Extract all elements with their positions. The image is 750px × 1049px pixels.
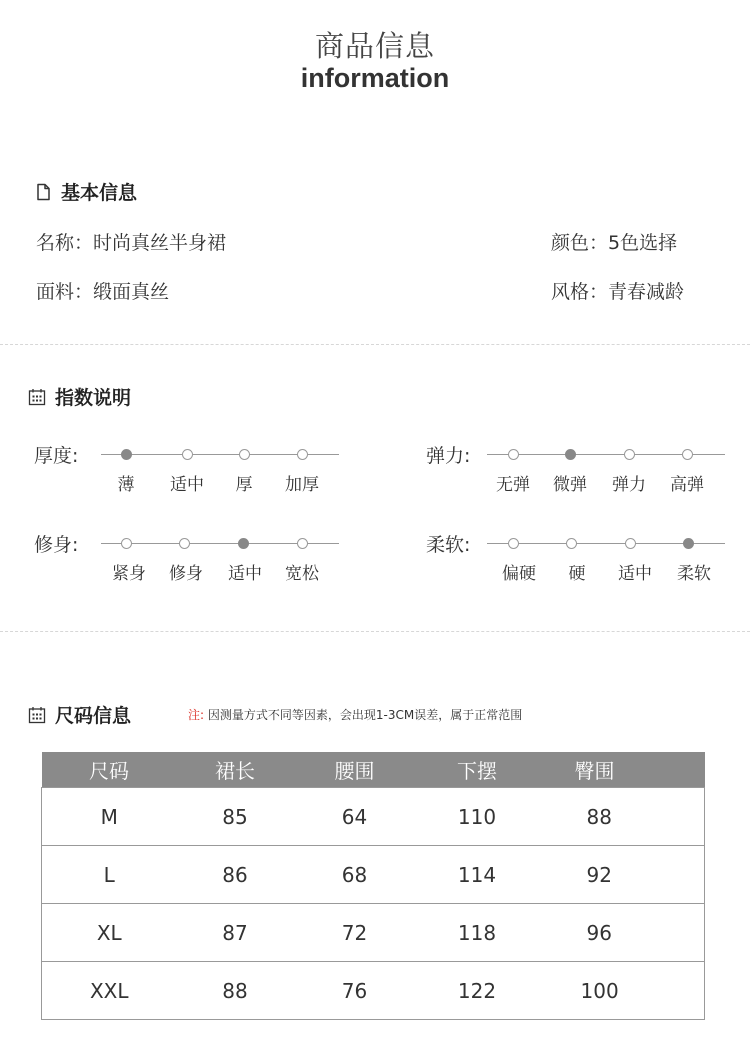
table-cell: 85	[177, 788, 294, 846]
table-row	[42, 962, 705, 1020]
table-cell: XL	[42, 904, 177, 962]
scale-option: 加厚	[285, 475, 319, 495]
scale-dot	[624, 449, 635, 460]
basic-info-title: 基本信息	[61, 182, 138, 204]
calendar-icon	[28, 388, 46, 406]
scale-elasticity	[487, 454, 725, 495]
scale-option: 薄	[117, 475, 135, 495]
col-header: 尺码	[42, 752, 177, 788]
scale-dot	[683, 538, 694, 549]
table-cell: 64	[294, 788, 416, 846]
index-heading	[28, 383, 131, 410]
table-cell: 76	[294, 962, 416, 1020]
product-color: 颜色：5色选择	[551, 232, 678, 254]
page-title-en: information	[300, 63, 450, 93]
scale-dot	[566, 538, 577, 549]
document-icon	[34, 183, 52, 201]
scale-dot	[682, 449, 693, 460]
scale-option: 偏硬	[502, 564, 536, 584]
scale-option: 微弹	[553, 475, 587, 495]
col-header: 腰围	[294, 752, 416, 788]
size-note	[188, 706, 522, 723]
table-row	[42, 904, 705, 962]
table-cell: 86	[177, 846, 294, 904]
scale-option: 修身	[169, 564, 203, 584]
calendar-icon	[28, 706, 46, 724]
scale-label-elasticity: 弹力:	[426, 445, 471, 467]
scale-dot	[238, 538, 249, 549]
scale-option: 宽松	[285, 564, 319, 584]
scale-dot	[508, 449, 519, 460]
size-title: 尺码信息	[55, 705, 132, 727]
product-name: 名称：时尚真丝半身裙	[36, 232, 227, 254]
table-cell: 100	[539, 962, 705, 1020]
scale-dot	[508, 538, 519, 549]
table-cell: 87	[177, 904, 294, 962]
divider	[0, 631, 750, 632]
size-table	[41, 752, 705, 1020]
scale-dot	[297, 538, 308, 549]
table-cell: 68	[294, 846, 416, 904]
scale-softness	[487, 543, 725, 584]
col-header: 下摆	[416, 752, 539, 788]
product-style: 风格：青春减龄	[551, 281, 685, 303]
table-row	[42, 846, 705, 904]
divider	[0, 344, 750, 345]
table-cell: 88	[177, 962, 294, 1020]
scale-dot	[297, 449, 308, 460]
basic-info-heading	[34, 178, 137, 205]
scale-option: 柔软	[677, 564, 711, 584]
scale-option: 适中	[170, 475, 204, 495]
col-header: 裙长	[177, 752, 294, 788]
scale-option: 弹力	[612, 475, 646, 495]
scale-option: 高弹	[670, 475, 704, 495]
scale-dot	[625, 538, 636, 549]
table-cell: 72	[294, 904, 416, 962]
scale-dot	[239, 449, 250, 460]
scale-label-softness: 柔软:	[426, 534, 471, 556]
scale-label-fit: 修身:	[34, 534, 79, 556]
note-text: 因测量方式不同等因素，会出现1-3CM误差，属于正常范围	[207, 708, 523, 722]
table-row	[42, 788, 705, 846]
scale-dot	[121, 538, 132, 549]
scale-option: 紧身	[112, 564, 146, 584]
scale-fit	[101, 543, 339, 584]
scale-option: 适中	[228, 564, 262, 584]
table-cell: L	[42, 846, 177, 904]
table-header-row	[42, 752, 705, 788]
scale-option: 适中	[618, 564, 652, 584]
table-cell: 110	[416, 788, 539, 846]
scale-option: 无弹	[496, 475, 530, 495]
table-cell: 114	[416, 846, 539, 904]
index-title: 指数说明	[55, 387, 132, 409]
table-cell: XXL	[42, 962, 177, 1020]
table-cell: 92	[539, 846, 705, 904]
table-cell: 88	[539, 788, 705, 846]
product-fabric: 面料：缎面真丝	[36, 281, 170, 303]
scale-option: 硬	[568, 564, 586, 584]
table-cell: M	[42, 788, 177, 846]
col-header: 臀围	[539, 752, 705, 788]
scale-dot	[182, 449, 193, 460]
table-cell: 122	[416, 962, 539, 1020]
table-cell: 118	[416, 904, 539, 962]
scale-option: 厚	[235, 475, 253, 495]
scale-thickness	[101, 454, 339, 495]
scale-label-thickness: 厚度:	[34, 445, 79, 467]
scale-dot	[179, 538, 190, 549]
scale-dot	[121, 449, 132, 460]
scale-dot	[565, 449, 576, 460]
page-title-cn: 商品信息	[314, 29, 435, 63]
note-prefix: 注:	[188, 708, 205, 722]
size-heading	[28, 701, 131, 728]
table-cell: 96	[539, 904, 705, 962]
